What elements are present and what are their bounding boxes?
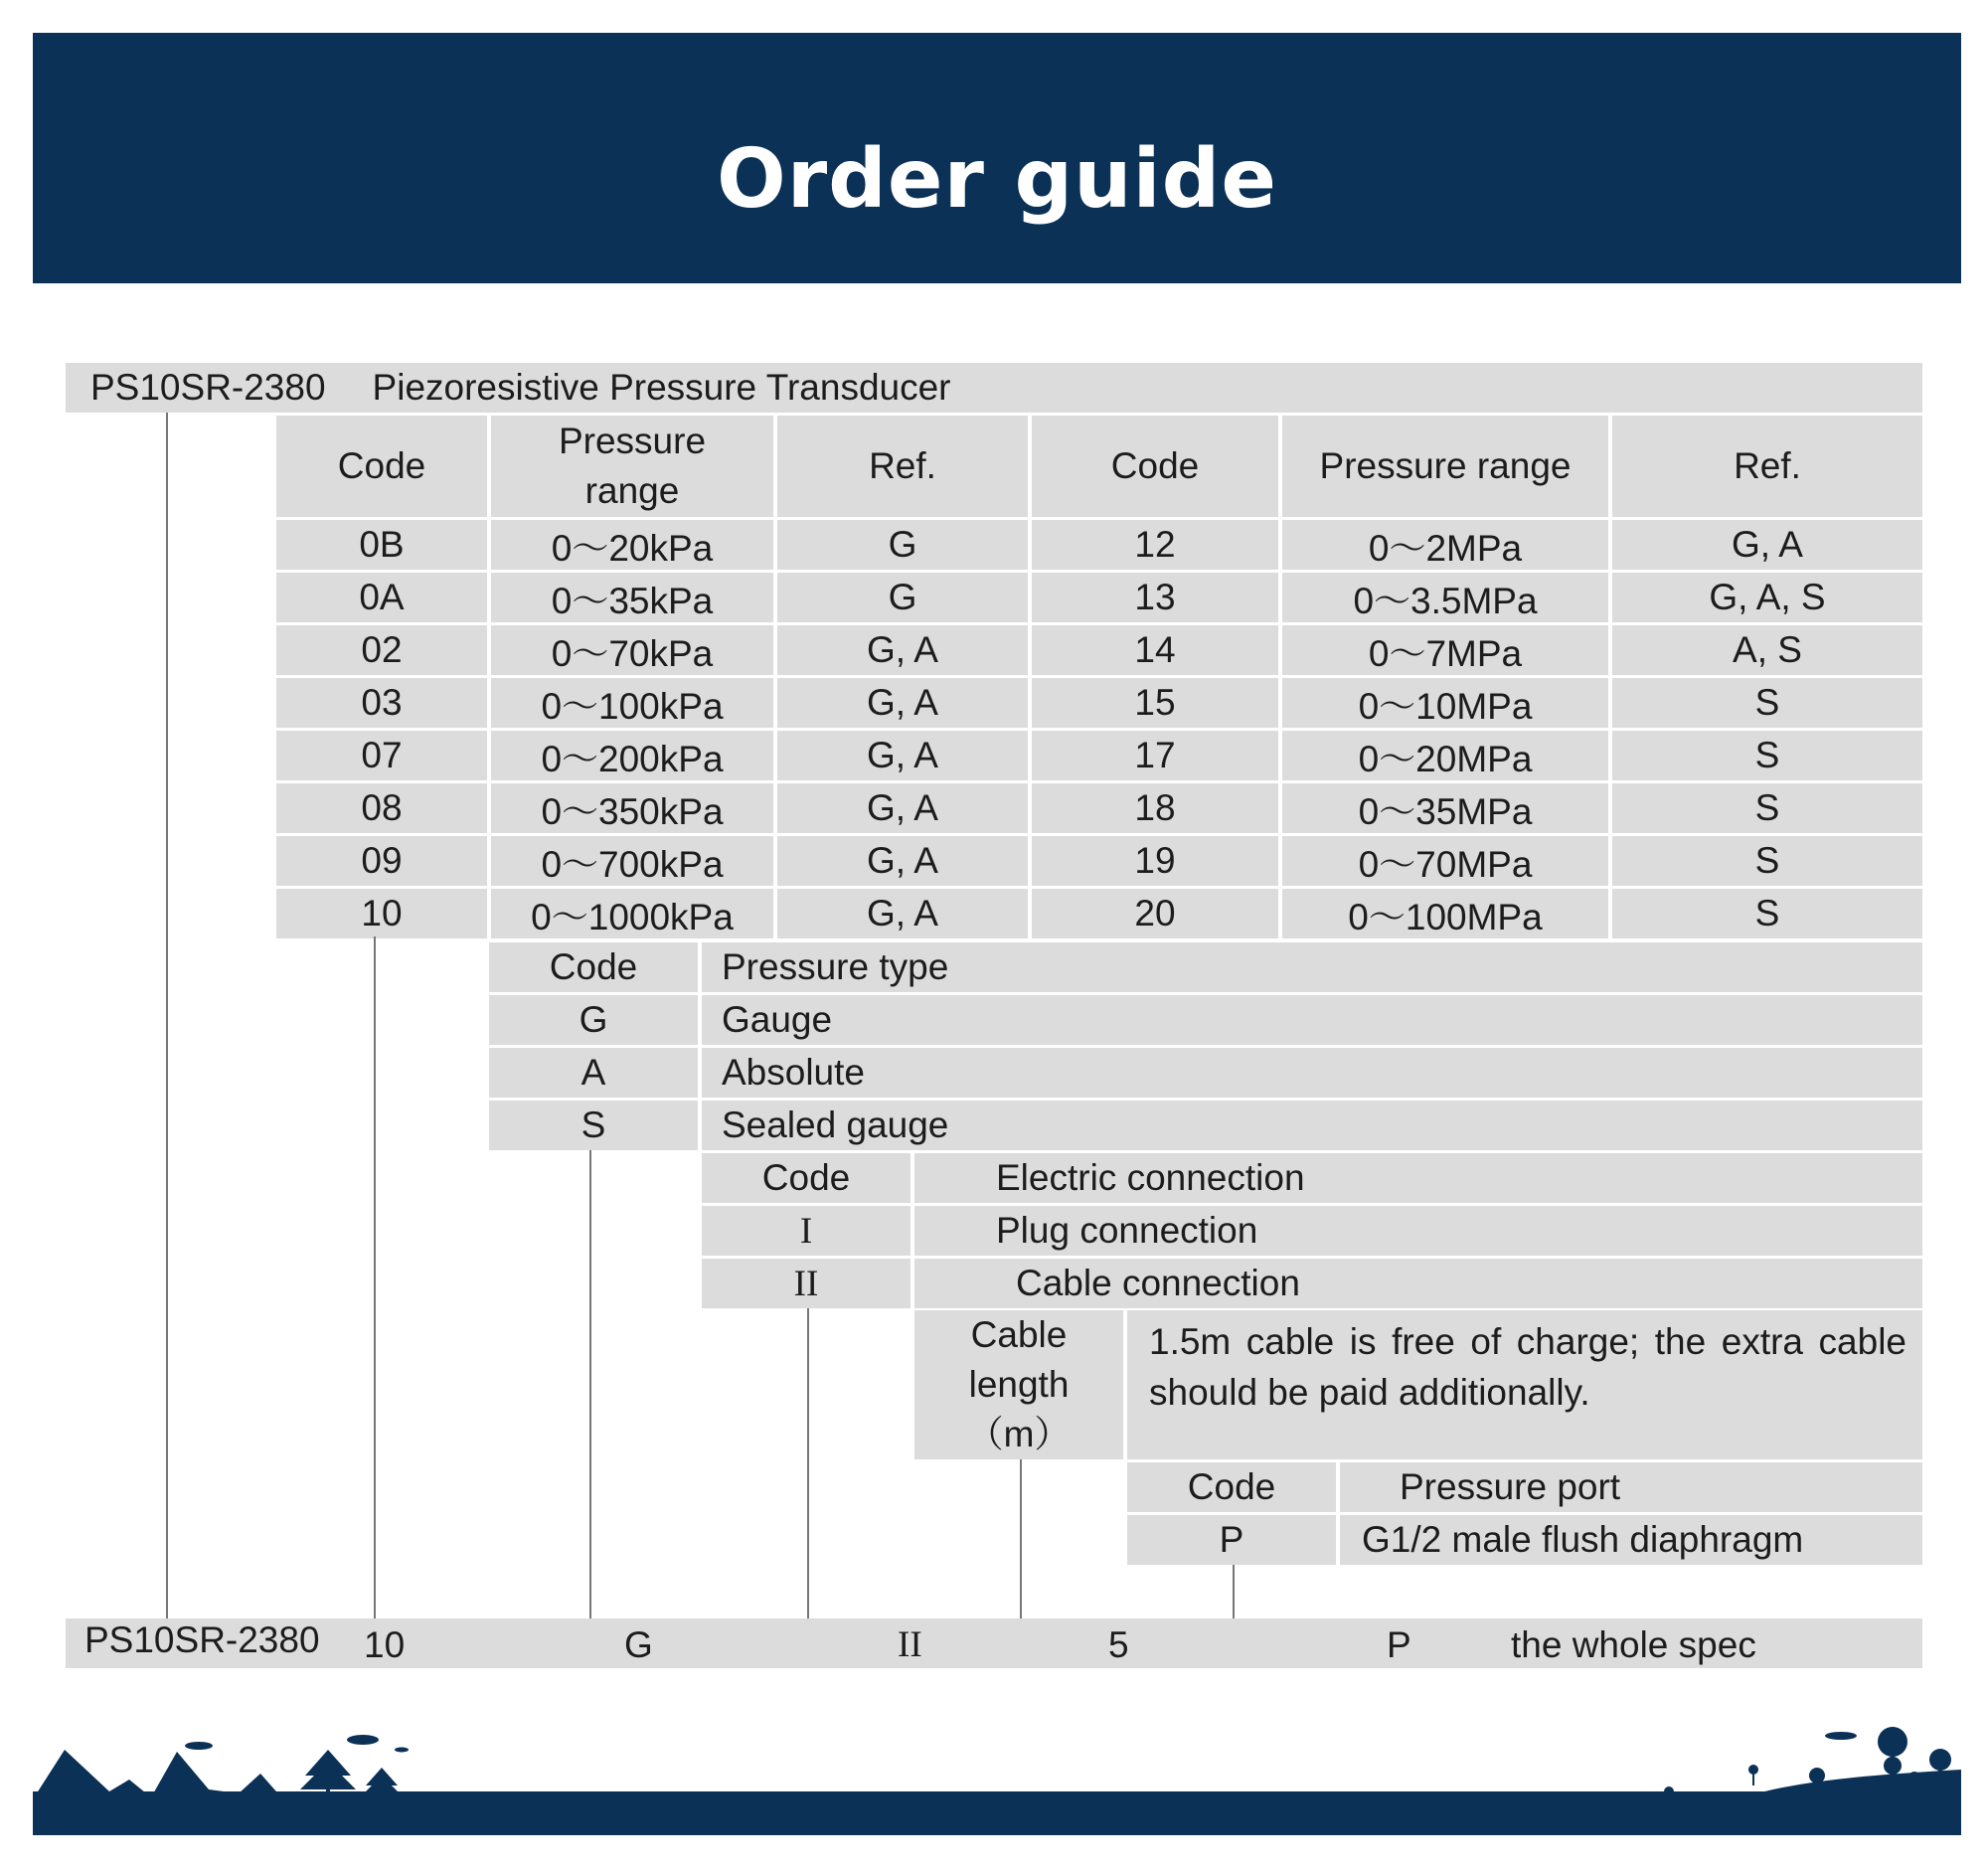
range-ref: S — [1612, 836, 1922, 886]
range-code: 0A — [276, 573, 487, 622]
range-code: 07 — [276, 731, 487, 780]
range-ref: G, A, S — [1612, 573, 1922, 622]
range-value: 0～35kPa — [491, 573, 773, 622]
range-code: 20 — [1032, 889, 1278, 938]
connector-line — [1233, 1565, 1235, 1618]
range-ref: G, A — [777, 731, 1028, 780]
page-title: Order guide — [717, 132, 1277, 227]
range-code: 03 — [276, 678, 487, 728]
range-value: 0～70MPa — [1282, 836, 1608, 886]
pressure-type-label: Gauge — [702, 995, 1922, 1045]
range-value: 0～1000kPa — [491, 889, 773, 938]
range-code: 02 — [276, 625, 487, 675]
electric-code: II — [702, 1259, 911, 1308]
footer-landscape — [0, 1710, 1988, 1869]
range-value: 0～2MPa — [1282, 520, 1608, 570]
range-ref: S — [1612, 731, 1922, 780]
range-code: 14 — [1032, 625, 1278, 675]
range-code: 0B — [276, 520, 487, 570]
pressure-port-code: P — [1127, 1515, 1336, 1565]
summary-cable: 5 — [1108, 1624, 1129, 1665]
connector-line — [374, 936, 376, 1618]
electric-connection-label: Cable connection — [914, 1259, 1922, 1308]
connector-line — [1020, 1459, 1022, 1618]
pressure-port-code-header: Code — [1127, 1462, 1336, 1512]
range-value-header: Pressure range — [491, 416, 773, 517]
pressure-type-code: S — [489, 1101, 698, 1150]
cable-note: 1.5m cable is free of charge; the extra cable should be paid additionally. — [1127, 1310, 1922, 1459]
pressure-type-label: Absolute — [702, 1048, 1922, 1098]
range-code-header: Code — [276, 416, 487, 517]
summary-range: 10 — [364, 1624, 406, 1665]
range-value: 0～350kPa — [491, 783, 773, 833]
range-ref-header: Ref. — [777, 416, 1028, 517]
range-code-header: Code — [1032, 416, 1278, 517]
range-ref: S — [1612, 889, 1922, 938]
pressure-port-label: G1/2 male flush diaphragm — [1340, 1515, 1922, 1565]
tree-icon — [300, 1750, 356, 1797]
tree-icon — [1664, 1786, 1674, 1796]
range-code: 18 — [1032, 783, 1278, 833]
range-ref: G — [777, 573, 1028, 622]
range-value: 0～700kPa — [491, 836, 773, 886]
cloud-icon — [1825, 1732, 1857, 1740]
range-value: 0～20MPa — [1282, 731, 1608, 780]
range-value-header: Pressure range — [1282, 416, 1608, 517]
range-ref: G — [777, 520, 1028, 570]
range-ref: G, A — [777, 783, 1028, 833]
range-code: 09 — [276, 836, 487, 886]
range-code: 15 — [1032, 678, 1278, 728]
range-value: 0～100MPa — [1282, 889, 1608, 938]
range-code: 13 — [1032, 573, 1278, 622]
connector-line — [807, 1308, 809, 1618]
electric-code: I — [702, 1206, 911, 1256]
pressure-type-label: Sealed gauge — [702, 1101, 1922, 1150]
range-value: 0～200kPa — [491, 731, 773, 780]
range-value: 0～70kPa — [491, 625, 773, 675]
tree-icon — [1809, 1768, 1825, 1784]
model-code: PS10SR-2380 — [90, 367, 326, 408]
tree-icon — [1878, 1727, 1907, 1757]
connector-line — [166, 413, 168, 1618]
summary-type: G — [624, 1624, 653, 1665]
range-ref: G, A — [777, 836, 1028, 886]
range-value: 0～10MPa — [1282, 678, 1608, 728]
mountain-icon — [33, 1750, 283, 1799]
tree-icon — [1929, 1749, 1951, 1771]
model-name: Piezoresistive Pressure Transducer — [372, 367, 951, 408]
range-value: 0～3.5MPa — [1282, 573, 1608, 622]
range-ref: G, A — [777, 678, 1028, 728]
pressure-type-code: G — [489, 995, 698, 1045]
pressure-type-code: A — [489, 1048, 698, 1098]
range-value: 0～35MPa — [1282, 783, 1608, 833]
range-code: 17 — [1032, 731, 1278, 780]
range-ref-header: Ref. — [1612, 416, 1922, 517]
pressure-type-header: Pressure type — [702, 942, 1922, 992]
range-code: 12 — [1032, 520, 1278, 570]
cable-length-label: Cable length（m） — [914, 1310, 1123, 1459]
range-ref: A, S — [1612, 625, 1922, 675]
tree-icon — [362, 1768, 402, 1795]
range-code: 08 — [276, 783, 487, 833]
electric-connection-label: Plug connection — [914, 1206, 1922, 1256]
range-value: 0～100kPa — [491, 678, 773, 728]
range-code: 10 — [276, 889, 487, 938]
range-ref: G, A — [1612, 520, 1922, 570]
summary-caption: the whole spec — [1511, 1624, 1756, 1665]
connector-line — [589, 1150, 591, 1618]
range-value: 0～20kPa — [491, 520, 773, 570]
range-ref: S — [1612, 678, 1922, 728]
electric-code-header: Code — [702, 1153, 911, 1203]
range-ref: S — [1612, 783, 1922, 833]
electric-connection-header: Electric connection — [914, 1153, 1922, 1203]
cloud-icon — [347, 1735, 379, 1745]
header-banner — [33, 33, 1961, 283]
pressure-port-header: Pressure port — [1340, 1462, 1922, 1512]
summary-port: P — [1387, 1624, 1411, 1665]
range-ref: G, A — [777, 889, 1028, 938]
cloud-icon — [185, 1742, 213, 1750]
range-ref: G, A — [777, 625, 1028, 675]
range-value: 0～7MPa — [1282, 625, 1608, 675]
model-row — [66, 363, 1922, 413]
summary-model: PS10SR-2380 — [84, 1619, 320, 1660]
summary-connection: II — [898, 1624, 922, 1665]
range-code: 19 — [1032, 836, 1278, 886]
pressure-type-code-header: Code — [489, 942, 698, 992]
